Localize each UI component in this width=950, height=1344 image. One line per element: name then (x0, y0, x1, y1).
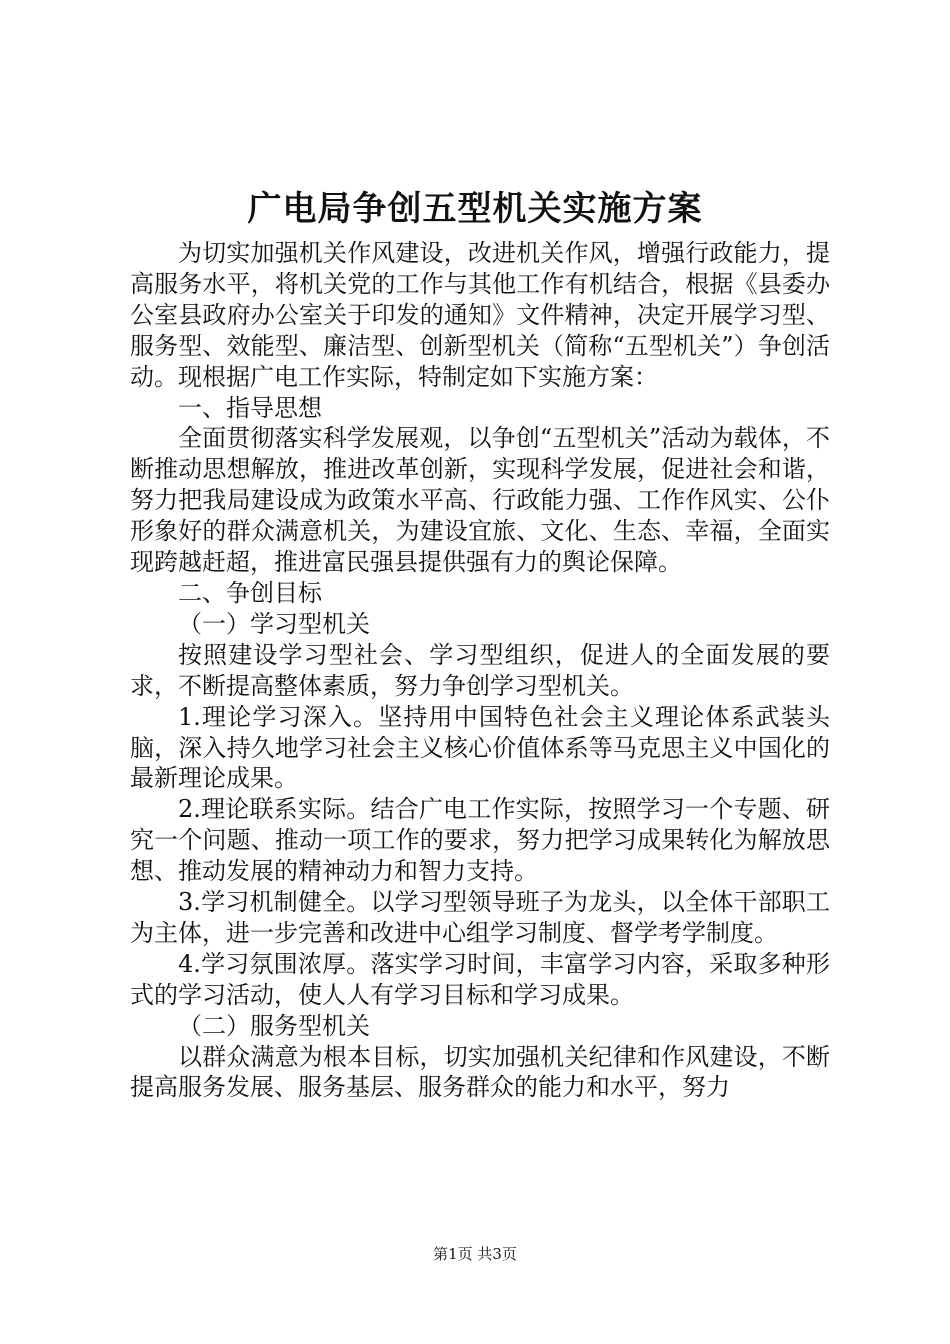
section-heading-guiding-ideology: 一、指导思想 (178, 393, 322, 422)
paragraph-intro: 为切实加强机关作风建设，改进机关作风，增强行政能力，提高服务水平，将机关党的工作与其他工作有机结合，根据《县委办公室县政府办公室关于印发的通知》文件精神，决定开展学习型、服务型、效能型、廉洁型、创新型机关（简称“五型机关”）争创活动。现根据广电工作实际，特制定如下实施方案： (130, 239, 830, 391)
document-title: 广电局争创五型机关实施方案 (247, 189, 703, 229)
paragraph-learning-organ: 按照建设学习型社会、学习型组织，促进人的全面发展的要求，不断提高整体素质，努力争创学习型机关。 (130, 640, 830, 700)
subsection-heading-service-organ: （二）服务型机关 (178, 1011, 370, 1040)
paragraph-guiding-ideology: 全面贯彻落实科学发展观，以争创“五型机关”活动为载体，不断推动思想解放，推进改革创新，实现科学发展，促进社会和谐，努力把我局建设成为政策水平高、行政能力强、工作作风实、公仆形象好的群众满意机关，为建设宜旅、文化、生态、幸福，全面实现跨越赶超，推进富民强县提供强有力的舆论保障。 (130, 424, 830, 577)
list-item-study-atmosphere: 4.学习氛围浓厚。落实学习时间，丰富学习内容，采取多种形式的学习活动，使人人有学习目标和学习成果。 (130, 949, 830, 1009)
list-item-theory-practice: 2.理论联系实际。结合广电工作实际，按照学习一个专题、研究一个问题、推动一项工作的要求，努力把学习成果转化为解放思想、推动发展的精神动力和智力支持。 (130, 795, 830, 886)
document-body (130, 238, 830, 1103)
subsection-heading-learning-organ: （一）学习型机关 (178, 609, 370, 638)
section-heading-goals: 二、争创目标 (178, 578, 322, 607)
page-number-footer: 第1页 共3页 (433, 1245, 517, 1263)
paragraph-service-organ: 以群众满意为根本目标，切实加强机关纪律和作风建设，不断提高服务发展、服务基层、服务群众的能力和水平，努力 (130, 1042, 830, 1102)
list-item-study-mechanism: 3.学习机制健全。以学习型领导班子为龙头，以全体干部职工为主体，进一步完善和改进中心组学习制度、督学考学制度。 (130, 888, 830, 947)
list-item-theory-study: 1.理论学习深入。坚持用中国特色社会主义理论体系武装头脑，深入持久地学习社会主义核心价值体系等马克思主义中国化的最新理论成果。 (130, 702, 830, 793)
